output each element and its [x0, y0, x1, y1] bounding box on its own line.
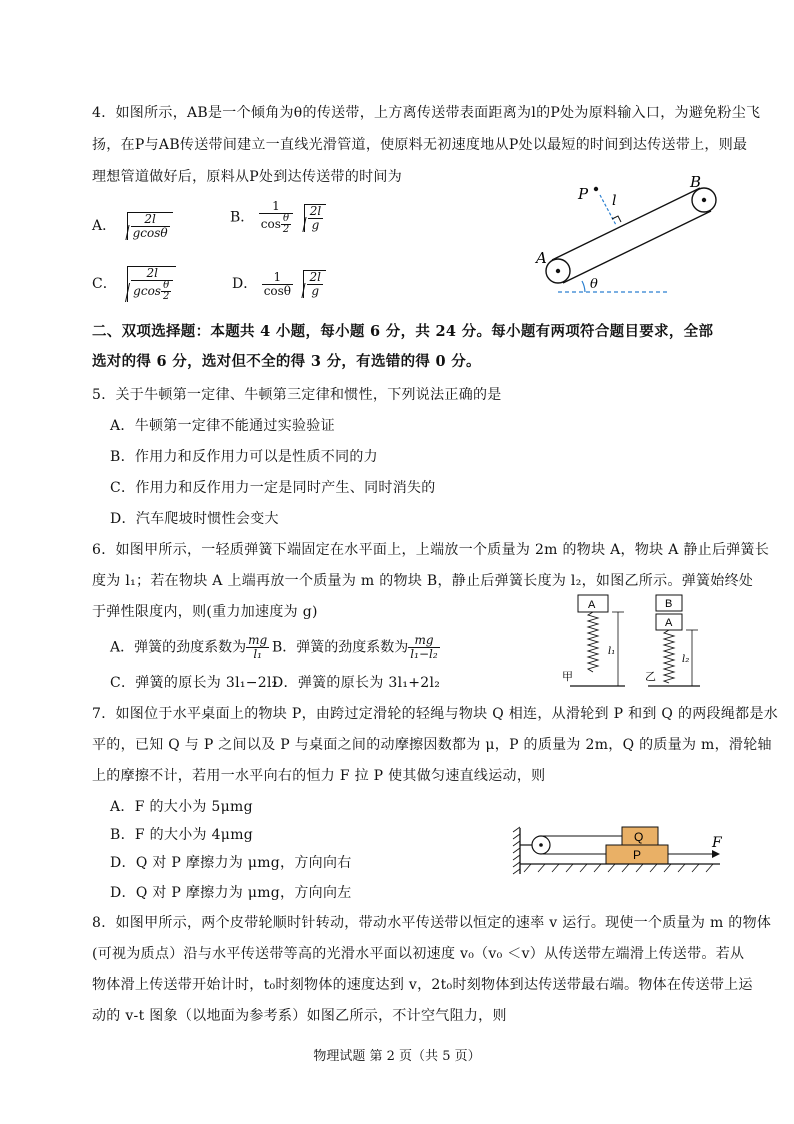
q5-option-a[interactable]: A．牛顿第一定律不能通过实验验证 — [110, 418, 335, 434]
cos-text: cos — [260, 217, 281, 231]
q5-option-b[interactable]: B．作用力和反作用力可以是性质不同的力 — [110, 449, 378, 465]
q8-stem-line1: 8．如图甲所示，两个皮带轮顺时针转动，带动水平传送带以恒定的速率 v 运行。现使一个质量为 m 的物体 — [92, 915, 772, 931]
q4-stem-line2: 扬，在P与AB传送带间建立一直线光滑管道，使原料无初速度地从P处以最短的时间到达传送带上，则最 — [92, 137, 748, 153]
label-block-A-right: A — [665, 617, 673, 629]
section2-header-line2: 选对的得 6 分，选对但不全的得 3 分，有选错的得 0 分。 — [92, 353, 481, 370]
denominator: g — [311, 284, 320, 298]
denominator: gcosθ — [132, 226, 168, 240]
q7-option-a[interactable]: A．F 的大小为 5μmg — [110, 799, 253, 815]
option-label: C． — [92, 276, 117, 292]
theta: θ — [281, 214, 291, 225]
q4-stem-line3: 理想管道做好后，原料从P处到达传送带的时间为 — [92, 169, 403, 185]
label-F: F — [712, 835, 722, 851]
q6-stem-line1: 6．如图甲所示，一轻质弹簧下端固定在水平面上，上端放一个质量为 2m 的物块 A，物块 A 静止后弹簧长 — [92, 542, 770, 558]
q8-stem-line4: 动的 v-t 图象（以地面为参考系）如图乙所示，不计空气阻力，则 — [92, 1008, 507, 1024]
label-block-A-left: A — [588, 599, 596, 611]
q7-pulley-figure — [510, 822, 735, 882]
option-text: A．弹簧的劲度系数为 — [110, 639, 247, 656]
page-footer: 物理试题 第 2 页（共 5 页） — [313, 1049, 481, 1064]
q4-stem-line1: 4．如图所示，AB是一个倾角为θ的传送带，上方离传送带表面距离为l的P处为原料输入口，为避免粉尘飞 — [92, 105, 761, 121]
denominator: gcos — [133, 284, 161, 298]
label-l: l — [612, 193, 617, 209]
option-label: A． — [92, 218, 117, 234]
label-B: B — [690, 175, 702, 191]
q6-option-a[interactable] — [110, 634, 269, 661]
q8-stem-line2: (可视为质点）沿与水平传送带等高的光滑水平面以初速度 v₀（v₀ ＜v）从传送带左端滑上传送带。若从 — [92, 946, 745, 962]
theta: θ — [161, 281, 171, 292]
q7-option-d[interactable]: D．Q 对 P 摩擦力为 μmg，方向向左 — [110, 885, 352, 901]
q6-spring-figure — [560, 592, 730, 692]
q5-stem: 5．关于牛顿第一定律、牛顿第三定律和惯性，下列说法正确的是 — [92, 387, 502, 403]
q6-stem-line3: 于弹性限度内，则(重力加速度为 g) — [92, 604, 318, 620]
numerator: 2l — [309, 270, 321, 284]
q4-option-a[interactable] — [92, 212, 173, 240]
label-yi: 乙 — [645, 670, 656, 683]
q7-option-c[interactable]: D．Q 对 P 摩擦力为 μmg，方向向右 — [110, 855, 352, 871]
q4-conveyor-figure — [530, 175, 730, 300]
denominator: l₁ — [253, 647, 262, 661]
option-label: B． — [230, 209, 255, 226]
q7-stem-line1: 7．如图位于水平桌面上的物块 P，由跨过定滑轮的轻绳与物块 Q 相连，从滑轮到 P 和到 Q 的两段绳都是水 — [92, 706, 779, 722]
q6-option-c[interactable]: C．弹簧的原长为 3l₁−2l₂ — [110, 675, 278, 691]
label-l2: l₂ — [682, 654, 690, 665]
q5-option-d[interactable]: D．汽车爬坡时惯性会变大 — [110, 511, 279, 527]
q7-option-b[interactable]: B．F 的大小为 4μmg — [110, 827, 254, 843]
q6-option-d[interactable]: D．弹簧的原长为 3l₁+2l₂ — [272, 675, 441, 691]
label-P: P — [633, 848, 642, 862]
label-theta: θ — [590, 277, 598, 292]
numerator: 1 — [259, 200, 293, 214]
denominator: g — [311, 217, 320, 232]
q6-option-b[interactable] — [272, 634, 440, 661]
q7-stem-line3: 上的摩擦不计，若用一水平向右的恒力 F 拉 P 使其做匀速直线运动，则 — [92, 768, 546, 784]
q8-stem-line3: 物体滑上传送带开始计时，t₀时刻物体的速度达到 v，2t₀时刻物体到达传送带最右端。物体在传送带上运 — [92, 977, 753, 993]
q7-stem-line2: 平的，已知 Q 与 P 之间以及 P 与桌面之间的动摩擦因数都为 μ，P 的质量为 2m，Q 的质量为 m，滑轮轴 — [92, 737, 772, 753]
option-text: B．弹簧的劲度系数为 — [272, 639, 409, 656]
label-A: A — [536, 249, 547, 267]
label-block-B: B — [665, 598, 673, 610]
q6-stem-line2: 度为 l₁；若在物块 A 上端再放一个质量为 m 的物块 B，静止后弹簧长度为 l₂，如图乙所示。弹簧始终处 — [92, 573, 754, 589]
q5-option-c[interactable]: C．作用力和反作用力一定是同时产生、同时消失的 — [110, 480, 436, 496]
q4-option-d[interactable] — [232, 270, 326, 298]
option-label: D． — [232, 276, 258, 292]
label-Q: Q — [634, 830, 644, 844]
numerator: mg — [408, 634, 439, 648]
numerator: mg — [248, 633, 268, 647]
section2-header-line1: 二、双项选择题：本题共 4 小题，每小题 6 分，共 24 分。每小题有两项符合题目要求，全部 — [92, 323, 714, 340]
numerator: 1 — [262, 271, 293, 285]
denominator: cosθ — [263, 283, 292, 298]
denominator: l₁−l₂ — [410, 647, 438, 661]
label-jia: 甲 — [562, 670, 573, 683]
two: 2 — [162, 291, 170, 302]
q4-option-c[interactable] — [92, 266, 176, 302]
numerator: 2l — [131, 213, 170, 227]
numerator: 2l — [131, 267, 173, 281]
q4-option-b[interactable] — [230, 200, 326, 235]
numerator: 2l — [309, 203, 322, 218]
label-P: P — [578, 185, 589, 203]
two: 2 — [282, 224, 290, 235]
label-l1: l₁ — [608, 646, 616, 657]
